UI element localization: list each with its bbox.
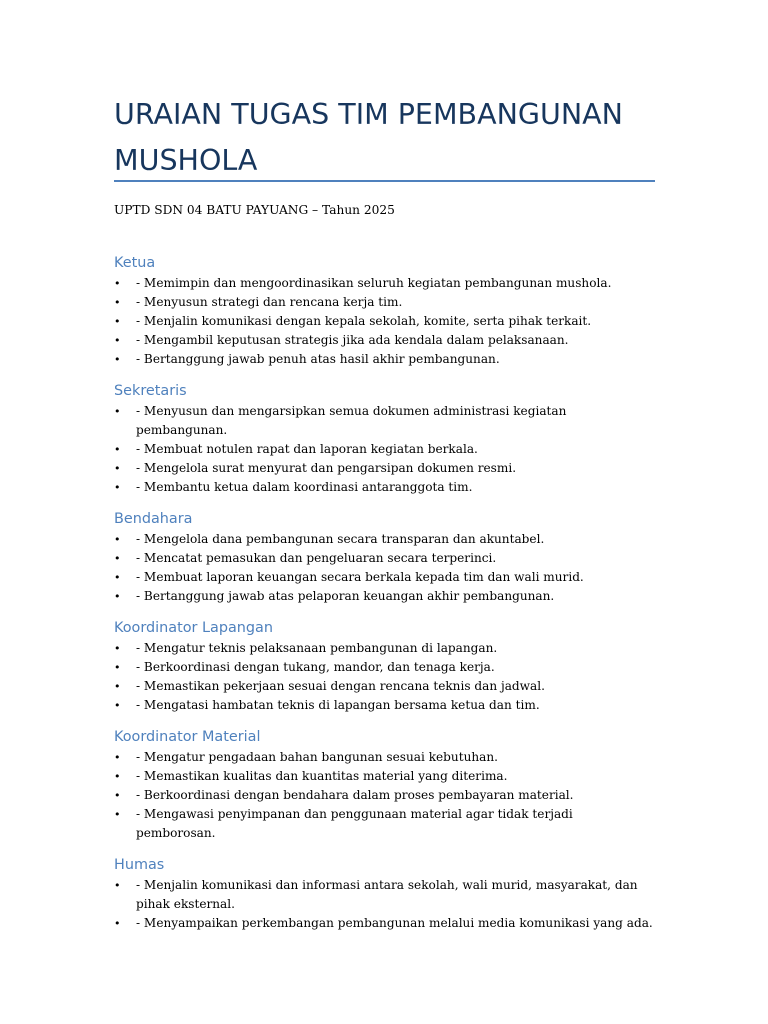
bullet-icon: • xyxy=(114,917,121,930)
bullet-icon: • xyxy=(114,699,121,712)
section-heading: Bendahara xyxy=(114,511,193,527)
list-item-text: - Berkoordinasi dengan tukang, mandor, dan tenaga kerja. xyxy=(136,660,495,674)
list-item-text: - Menjalin komunikasi dan informasi antara sekolah, wali murid, masyarakat, dan pihak eksternal. xyxy=(136,878,638,911)
list-item xyxy=(114,786,655,805)
section-bendahara xyxy=(114,508,655,606)
list-item-text: - Menyampaikan perkembangan pembangunan melalui media komunikasi yang ada. xyxy=(136,916,653,930)
task-list xyxy=(114,748,655,843)
list-item xyxy=(114,658,655,677)
title-block xyxy=(114,92,655,184)
list-item-text: - Mengelola dana pembangunan secara transparan dan akuntabel. xyxy=(136,532,545,546)
list-item-text: - Memimpin dan mengoordinasikan seluruh kegiatan pembangunan mushola. xyxy=(136,276,612,290)
section-heading: Humas xyxy=(114,857,165,873)
bullet-icon: • xyxy=(114,770,121,783)
bullet-icon: • xyxy=(114,405,121,418)
list-item-text: - Membuat laporan keuangan secara berkala kepada tim dan wali murid. xyxy=(136,570,584,584)
list-item xyxy=(114,440,655,459)
list-item xyxy=(114,274,655,293)
bullet-icon: • xyxy=(114,462,121,475)
task-list xyxy=(114,274,655,369)
bullet-icon: • xyxy=(114,334,121,347)
bullet-icon: • xyxy=(114,642,121,655)
list-item-text: - Bertanggung jawab penuh atas hasil akhir pembangunan. xyxy=(136,352,500,366)
task-list xyxy=(114,876,655,933)
list-item xyxy=(114,914,655,933)
bullet-icon: • xyxy=(114,481,121,494)
bullet-icon: • xyxy=(114,808,121,821)
list-item-text: - Membantu ketua dalam koordinasi antaranggota tim. xyxy=(136,480,473,494)
section-ketua xyxy=(114,252,655,369)
list-item-text: - Mengambil keputusan strategis jika ada kendala dalam pelaksanaan. xyxy=(136,333,569,347)
bullet-icon: • xyxy=(114,296,121,309)
list-item xyxy=(114,767,655,786)
bullet-icon: • xyxy=(114,590,121,603)
bullet-icon: • xyxy=(114,277,121,290)
section-heading: Sekretaris xyxy=(114,383,187,399)
list-item-text: - Berkoordinasi dengan bendahara dalam proses pembayaran material. xyxy=(136,788,574,802)
section-koordinator-lapangan xyxy=(114,617,655,715)
bullet-icon: • xyxy=(114,353,121,366)
sections-container xyxy=(114,252,655,944)
bullet-icon: • xyxy=(114,661,121,674)
list-item-text: - Menyusun strategi dan rencana kerja tim. xyxy=(136,295,403,309)
bullet-icon: • xyxy=(114,443,121,456)
bullet-icon: • xyxy=(114,315,121,328)
list-item-text: - Mencatat pemasukan dan pengeluaran secara terperinci. xyxy=(136,551,497,565)
list-item xyxy=(114,587,655,606)
task-list xyxy=(114,530,655,606)
document-subtitle: UPTD SDN 04 BATU PAYUANG – Tahun 2025 xyxy=(114,203,395,217)
list-item-text: - Memastikan pekerjaan sesuai dengan rencana teknis dan jadwal. xyxy=(136,679,545,693)
bullet-icon: • xyxy=(114,552,121,565)
task-list xyxy=(114,402,655,497)
list-item-text: - Mengelola surat menyurat dan pengarsipan dokumen resmi. xyxy=(136,461,517,475)
bullet-icon: • xyxy=(114,571,121,584)
bullet-icon: • xyxy=(114,751,121,764)
list-item-text: - Memastikan kualitas dan kuantitas material yang diterima. xyxy=(136,769,508,783)
list-item xyxy=(114,639,655,658)
list-item xyxy=(114,677,655,696)
section-heading: Koordinator Lapangan xyxy=(114,620,273,636)
list-item-text: - Mengawasi penyimpanan dan penggunaan material agar tidak terjadi pemborosan. xyxy=(136,807,573,840)
list-item xyxy=(114,350,655,369)
document-title: URAIAN TUGAS TIM PEMBANGUNAN MUSHOLA xyxy=(114,98,623,177)
bullet-icon: • xyxy=(114,533,121,546)
list-item-text: - Menjalin komunikasi dengan kepala sekolah, komite, serta pihak terkait. xyxy=(136,314,592,328)
list-item xyxy=(114,696,655,715)
task-list xyxy=(114,639,655,715)
bullet-icon: • xyxy=(114,680,121,693)
list-item xyxy=(114,530,655,549)
list-item xyxy=(114,293,655,312)
list-item xyxy=(114,549,655,568)
section-koordinator-material xyxy=(114,726,655,843)
section-humas xyxy=(114,854,655,933)
list-item xyxy=(114,876,655,914)
list-item-text: - Menyusun dan mengarsipkan semua dokumen administrasi kegiatan pembangunan. xyxy=(136,404,567,437)
list-item-text: - Mengatasi hambatan teknis di lapangan bersama ketua dan tim. xyxy=(136,698,540,712)
list-item xyxy=(114,478,655,497)
list-item-text: - Membuat notulen rapat dan laporan kegiatan berkala. xyxy=(136,442,478,456)
title-underline-rule xyxy=(114,180,655,182)
list-item-text: - Mengatur pengadaan bahan bangunan sesuai kebutuhan. xyxy=(136,750,498,764)
list-item xyxy=(114,312,655,331)
bullet-icon: • xyxy=(114,789,121,802)
section-sekretaris xyxy=(114,380,655,497)
section-heading: Koordinator Material xyxy=(114,729,261,745)
list-item-text: - Bertanggung jawab atas pelaporan keuangan akhir pembangunan. xyxy=(136,589,555,603)
bullet-icon: • xyxy=(114,879,121,892)
list-item xyxy=(114,331,655,350)
list-item xyxy=(114,568,655,587)
list-item xyxy=(114,459,655,478)
section-heading: Ketua xyxy=(114,255,156,271)
list-item xyxy=(114,402,655,440)
list-item xyxy=(114,805,655,843)
list-item xyxy=(114,748,655,767)
list-item-text: - Mengatur teknis pelaksanaan pembangunan di lapangan. xyxy=(136,641,498,655)
